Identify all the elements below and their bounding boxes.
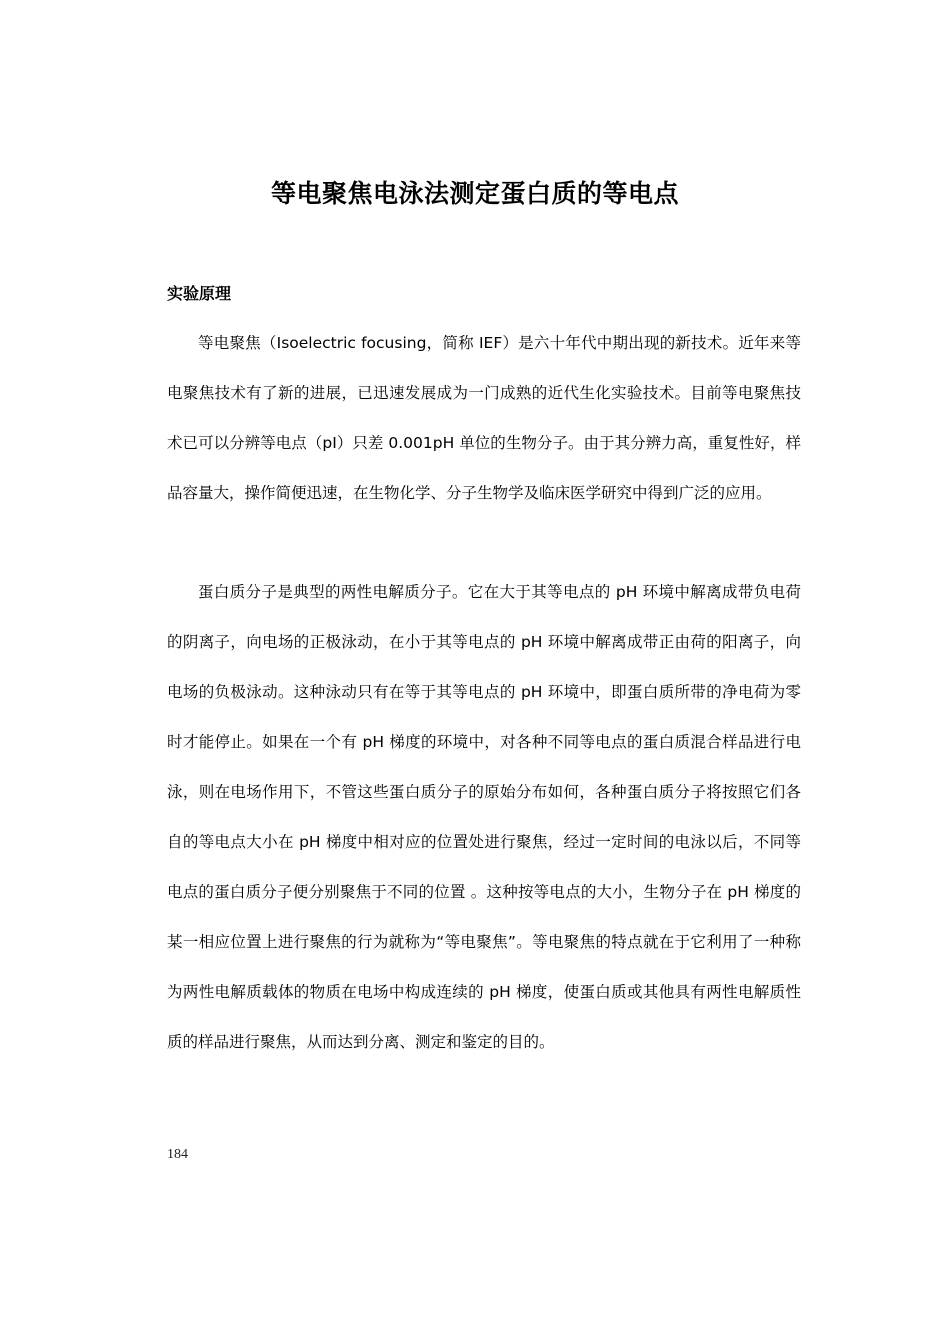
page-number: 184 (167, 1147, 188, 1162)
document-title: 等电聚焦电泳法测定蛋白质的等电点 (270, 179, 679, 208)
paragraph-1: 等电聚焦（Isoelectric focusing，简称 IEF）是六十年代中期出现的新技术。近年来等电聚焦技术有了新的进展，已迅速发展成为一门成熟的近代生化实验技术。目前等电聚焦技术已可以分辨等电点（pI）只差 0.001pH 单位的生物分子。由于其分辨力高，重复性好，样品容量大，操作简便迅速，在生物化学、分子生物学及临床医学研究中得到广泛的应用。 (167, 334, 801, 502)
section-heading: 实验原理 (167, 284, 232, 303)
paragraph-2: 蛋白质分子是典型的两性电解质分子。它在大于其等电点的 pH 环境中解离成带负电荷的阴离子，向电场的正极泳动，在小于其等电点的 pH 环境中解离成带正由荷的阳离子，向电场的负极泳动。这种泳动只有在等于其等电点的 pH 环境中，即蛋白质所带的净电荷为零时才能停止。如果在一个有 pH 梯度的环境中，对各种不同等电点的蛋白质混合样品进行电泳，则在电场作用下，不管这些蛋白质分子的原始分布如何，各种蛋白质分子将按照它们各自的等电点大小在 pH 梯度中相对应的位置处进行聚焦，经过一定时间的电泳以后，不同等电点的蛋白质分子便分别聚焦于不同的位置 。这种按等电点的大小，生物分子在 pH 梯度的某一相应位置上进行聚焦的行为就称为“等电聚焦”。等电聚焦的特点就在于它利用了一种称为两性电解质载体的物质在电场中构成连续的 pH 梯度，使蛋白质或其他具有两性电解质性质的样品进行聚焦，从而达到分离、测定和鉴定的目的。 (167, 583, 801, 1051)
